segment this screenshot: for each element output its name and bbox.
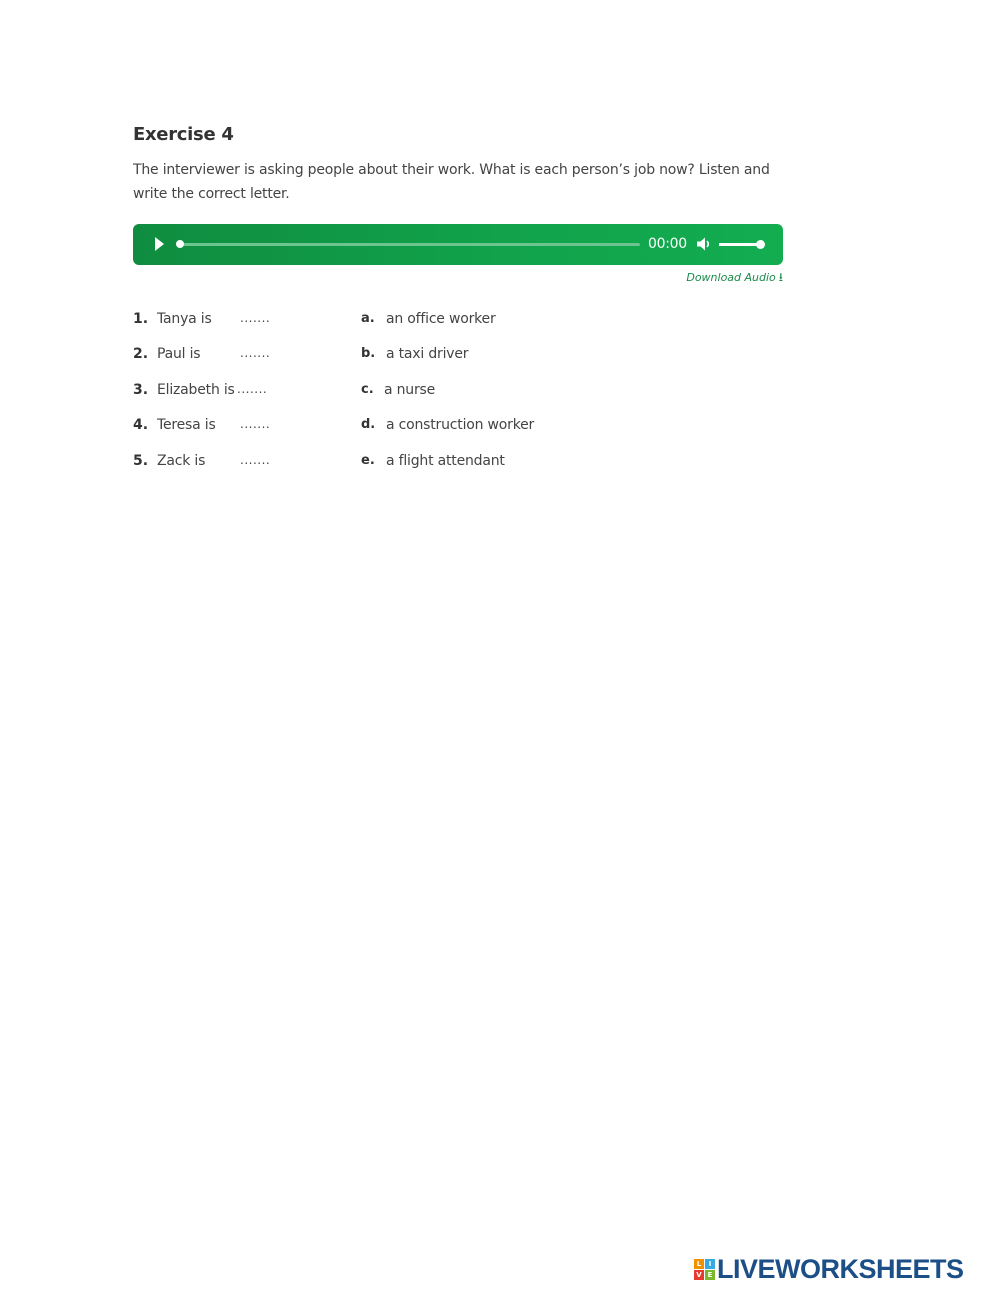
- option-letter: d.: [361, 417, 376, 432]
- item-person: Elizabeth is: [157, 382, 235, 398]
- play-icon[interactable]: [155, 237, 164, 251]
- answer-blank[interactable]: .......: [240, 311, 271, 325]
- liveworksheets-brand: [694, 1255, 964, 1283]
- option-text: a flight attendant: [386, 453, 505, 469]
- logo-tile: I: [705, 1259, 715, 1269]
- answer-blank[interactable]: .......: [240, 346, 271, 360]
- volume-handle[interactable]: [756, 240, 765, 249]
- progress-handle[interactable]: [176, 240, 184, 248]
- liveworksheets-logo-icon: [694, 1259, 715, 1280]
- option-letter: c.: [361, 382, 374, 397]
- answer-blank[interactable]: .......: [240, 417, 271, 431]
- audio-player: [133, 224, 783, 265]
- item-number: 4.: [133, 417, 149, 433]
- item-number: 1.: [133, 311, 149, 327]
- option-text: a construction worker: [386, 417, 535, 433]
- volume-icon[interactable]: [696, 236, 712, 252]
- item-person: Paul is: [157, 346, 201, 362]
- answer-blank[interactable]: .......: [237, 382, 268, 396]
- exercise-title: Exercise 4: [133, 124, 234, 145]
- matching-row: [0, 346, 1000, 370]
- matching-row: [0, 417, 1000, 441]
- matching-row: [0, 311, 1000, 335]
- option-letter: e.: [361, 453, 375, 468]
- item-person: Tanya is: [157, 311, 212, 327]
- option-text: a taxi driver: [386, 346, 469, 362]
- matching-row: [0, 453, 1000, 477]
- download-icon: ⭳: [778, 270, 783, 284]
- option-letter: b.: [361, 346, 376, 361]
- item-person: Zack is: [157, 453, 206, 469]
- item-number: 3.: [133, 382, 149, 398]
- option-text: an office worker: [386, 311, 496, 327]
- volume-slider[interactable]: [719, 243, 761, 246]
- option-text: a nurse: [384, 382, 436, 398]
- answer-blank[interactable]: .......: [240, 453, 271, 467]
- logo-tile: E: [705, 1270, 715, 1280]
- download-audio-label: Download Audio: [686, 271, 776, 284]
- item-person: Teresa is: [157, 417, 216, 433]
- item-number: 5.: [133, 453, 149, 469]
- option-letter: a.: [361, 311, 375, 326]
- exercise-instructions: The interviewer is asking people about their work. What is each person’s job now? Listen and write the correct letter.: [133, 162, 770, 202]
- download-audio-link[interactable]: [686, 268, 783, 289]
- brand-name: LIVEWORKSHEETS: [717, 1253, 964, 1284]
- logo-tile: L: [694, 1259, 704, 1269]
- time-display: 00:00: [648, 236, 687, 252]
- item-number: 2.: [133, 346, 149, 362]
- logo-tile: V: [694, 1270, 704, 1280]
- volume-fill: [719, 243, 761, 246]
- matching-row: [0, 382, 1000, 406]
- progress-bar[interactable]: [177, 243, 640, 246]
